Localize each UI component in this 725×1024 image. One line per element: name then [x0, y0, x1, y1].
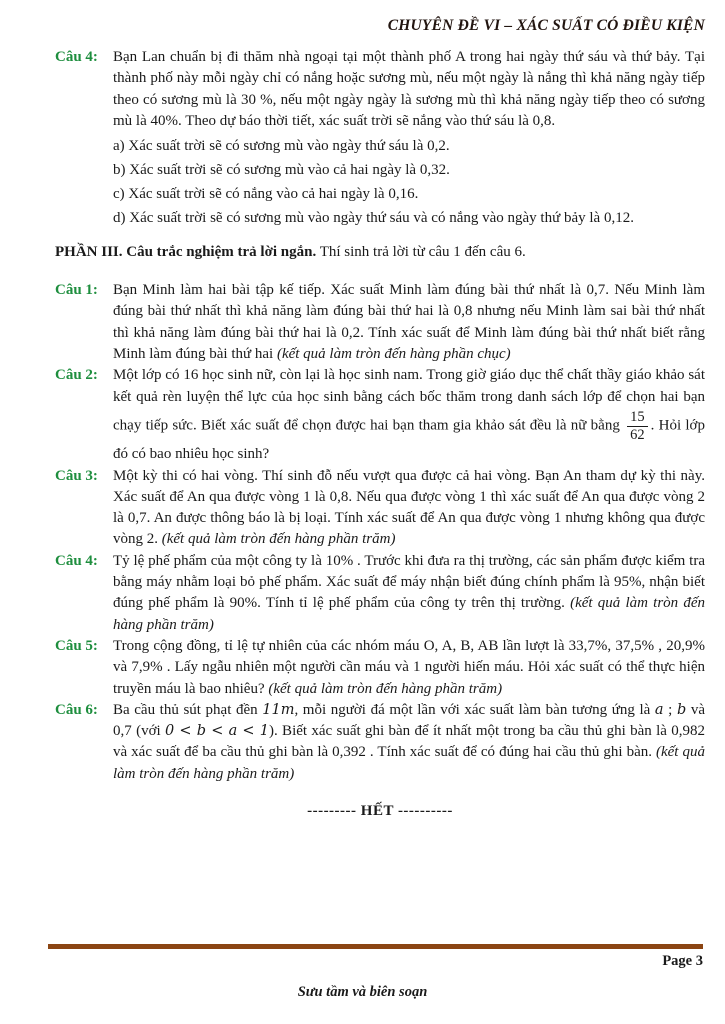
question-statement: Ba cầu thủ sút phạt đền 11m, mỗi người đá một lần với xác suất làm bàn tương ứng là a ; b và 0,7 (với 0 < b < a < 1). Biết xác suất ghi bàn để ít nhất một trong ba cầu thủ ghi bàn là 0,982 và xác suất để ba cầu thủ ghi bàn là 0,392 . Tính xác suất để có đúng hai cầu thủ ghi bàn. (kết quả làm tròn đến hàng phần trăm) [113, 701, 705, 782]
question-text [113, 365, 705, 465]
question-row [55, 280, 705, 365]
footer-credit: Sưu tầm và biên soạn [297, 984, 428, 1000]
page-number: Page 3 [662, 953, 703, 969]
question-label: Câu 5: [55, 637, 98, 654]
question-text [113, 636, 705, 700]
question-statement: Một kỳ thi có hai vòng. Thí sinh đỗ nếu vượt qua được cả hai vòng. Bạn An tham dự kỳ thi này. Xác suất để An qua được vòng 1 là 0,8. Nếu qua được vòng 1 thì xác suất để An qua được vòng 2 là 0,7. An được thông báo là bị loại. Tính xác suất để An qua được vòng 1 nhưng không qua được vòng 2. (kết quả làm tròn đến hàng phần trăm) [113, 467, 705, 548]
question-statement: Trong cộng đồng, tỉ lệ tự nhiên của các nhóm máu O, A, B, AB lần lượt là 33,7%, 37,5% , 20,9% và 7,9% . Lấy ngẫu nhiên một người cần máu và 1 người hiến máu. Hỏi xác suất có thể thực hiện truyền máu là bao nhiêu? (kết quả làm tròn đến hàng phần trăm) [113, 637, 705, 697]
question-text [113, 280, 705, 365]
page-footer [48, 944, 703, 970]
question-row [55, 47, 705, 229]
statement-option: c) Xác suất trời sẽ có nắng vào cả hai ngày là 0,16. [113, 185, 419, 202]
question-label: Câu 3: [55, 467, 98, 484]
question-row [55, 636, 705, 700]
question-text [113, 466, 705, 551]
question-label: Câu 2: [55, 367, 98, 384]
question-statement: Một lớp có 16 học sinh nữ, còn lại là học sinh nam. Trong giờ giáo dục thể chất thầy giáo khảo sát kết quả rèn luyện thể lực của học sinh bằng cách bốc thăm trong danh sách lớp để chọn hai bạn chạy tiếp sức. Biết xác suất để chọn được hai bạn tham gia khảo sát đều là nữ bằng $\frac{15}{62}$ . Hỏi lớp đó có bao nhiêu học sinh? [113, 367, 705, 463]
part3-heading [55, 242, 705, 263]
question-statement: Bạn Lan chuẩn bị đi thăm nhà ngoại tại một thành phố A trong hai ngày thứ sáu và thứ bảy. Tại thành phố này mỗi ngày chỉ có nắng hoặc sương mù, nếu một ngày là nắng thì khả năng ngày tiếp theo có sương mù là 30 %, nếu một ngày ngày là sương mù thì khả năng ngày tiếp theo có sương mù là 40%. Theo dự báo thời tiết, xác suất trời sẽ nắng vào thứ sáu là 0,8. [113, 49, 705, 129]
footer-rule [48, 944, 703, 949]
question-label: Câu 4: [55, 49, 98, 65]
question-statement: Tỷ lệ phế phẩm của một công ty là 10% . Trước khi đưa ra thị trường, các sản phẩm được kiểm tra bằng máy nhằm loại bỏ phế phẩm. Xác suất để máy nhận biết đúng chính phẩm là 95%, nhận biết đúng phế phẩm là 90%. Tính tỉ lệ phế phẩm của công ty trên thị trường. (kết quả làm tròn đến hàng phần trăm) [113, 552, 705, 633]
question-row [55, 551, 705, 636]
question-label: Câu 1: [55, 282, 98, 299]
part3-heading-rest: Thí sinh trả lời từ câu 1 đến câu 6. [316, 243, 526, 260]
statement-option: d) Xác suất trời sẽ có sương mù vào ngày thứ sáu và có nắng vào ngày thứ bảy là 0,12. [113, 209, 634, 226]
question-text [113, 700, 705, 785]
end-marker: --------- HẾT ---------- [307, 803, 453, 820]
statement-option: b) Xác suất trời sẽ có sương mù vào cả hai ngày là 0,32. [113, 161, 450, 178]
fraction: $\frac{15}{62}$ [627, 409, 648, 443]
part3-heading-bold: PHẦN III. Câu trắc nghiệm trả lời ngắn. [55, 243, 317, 260]
part3-questions [55, 280, 705, 785]
question-row [55, 466, 705, 551]
question-label: Câu 6: [55, 701, 98, 718]
question-statement: Bạn Minh làm hai bài tập kế tiếp. Xác suất Minh làm đúng bài thứ nhất là 0,7. Nếu Minh làm đúng bài thứ nhất thì khả năng làm đúng bài thứ hai là 0,8 nhưng nếu Minh làm sai bài thứ nhất thì khả năng làm đúng bài thứ hai là 0,2. Tính xác suất để Minh làm đúng bài thứ nhất biết rằng Minh làm đúng bài thứ hai (kết quả làm tròn đến hàng phần chục) [113, 282, 705, 363]
question-text [113, 47, 705, 229]
statement-option: a) Xác suất trời sẽ có sương mù vào ngày thứ sáu là 0,2. [113, 138, 450, 155]
question-label: Câu 4: [55, 552, 98, 569]
document-title: CHUYÊN ĐỀ VI – XÁC SUẤT CÓ ĐIỀU KIỆN [387, 17, 705, 34]
question-text [113, 551, 705, 636]
document-content [55, 47, 705, 822]
part2-questions [55, 47, 705, 229]
question-row [55, 700, 705, 785]
question-row [55, 365, 705, 465]
